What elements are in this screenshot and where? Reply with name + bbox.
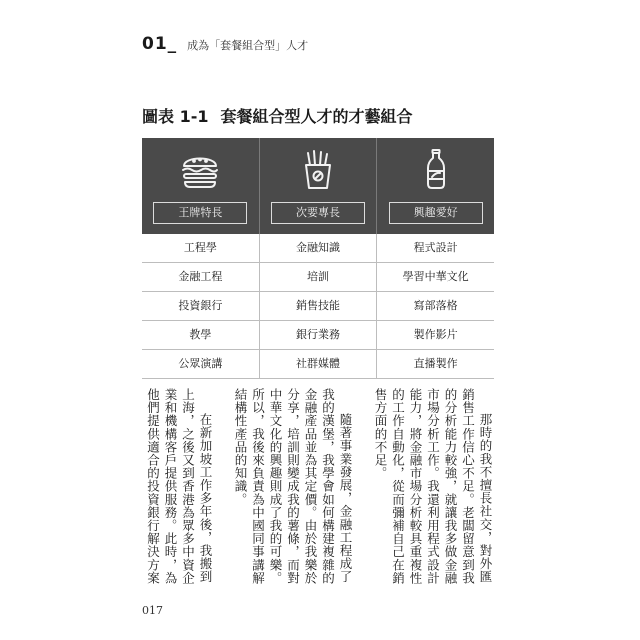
figure-label: 圖表 1-1 bbox=[142, 107, 209, 126]
table-cell: 銷售技能 bbox=[260, 292, 378, 320]
chapter-header bbox=[142, 34, 308, 54]
table-cell: 金融工程 bbox=[142, 263, 260, 291]
table-row bbox=[142, 262, 494, 291]
body-paragraph: 那時的我不擅長社交，對外匯銷售工作信心不足。老闆留意到我的分析能力較強，就讓我多做金融市場分析工作。我還利用程式設計能力，將金融市場分析較具重複性的工作自動化，從而彌補自己在銷售方面的不足。 bbox=[373, 388, 493, 585]
chapter-title: 成為「套餐組合型」人才 bbox=[187, 39, 309, 52]
chapter-number: 01_ bbox=[142, 34, 178, 54]
body-paragraph: 隨著事業發展，金融工程成了我的漢堡，我學會如何構建複雜的金融產品並為其定價。由於我樂於分享，培訓則變成我的薯條，而對中華文化的興趣則成了我的可樂。所以，我後來負責為中國同事講解結構性產品的知識。 bbox=[233, 388, 353, 585]
table-row bbox=[142, 349, 494, 378]
fries-icon bbox=[296, 148, 340, 192]
burger-icon bbox=[178, 148, 222, 192]
table-cell: 金融知識 bbox=[260, 234, 378, 262]
figure-title bbox=[142, 104, 413, 127]
header-label-hobby: 興趣愛好 bbox=[389, 202, 483, 224]
table-cell: 工程學 bbox=[142, 234, 260, 262]
table-cell: 程式設計 bbox=[413, 241, 458, 254]
table-cell: 投資銀行 bbox=[142, 292, 260, 320]
table-cell: 社群媒體 bbox=[260, 350, 378, 378]
table-row bbox=[142, 234, 494, 262]
soda-bottle-icon bbox=[414, 148, 458, 192]
talent-combo-table bbox=[142, 138, 494, 379]
table-row bbox=[142, 320, 494, 349]
table-cell: 教學 bbox=[142, 321, 260, 349]
header-label-primary: 王牌特長 bbox=[153, 202, 247, 224]
table-header-row bbox=[142, 138, 494, 234]
header-cell-hobby bbox=[377, 138, 494, 234]
header-cell-secondary bbox=[260, 138, 378, 234]
table-cell: 製作影片 bbox=[413, 328, 458, 341]
body-text bbox=[140, 388, 494, 588]
table-body bbox=[142, 234, 494, 379]
body-paragraph: 在新加坡工作多年後，我搬到上海，之後又到香港為眾多中資企業和機構客戶提供服務。此時，為他們提供適合的投資銀行解決方案 bbox=[145, 388, 213, 585]
table-cell: 學習中華文化 bbox=[402, 270, 469, 283]
header-cell-primary bbox=[142, 138, 260, 234]
table-cell: 公眾演講 bbox=[142, 350, 260, 378]
page-number: 017 bbox=[142, 604, 163, 617]
header-label-secondary: 次要專長 bbox=[271, 202, 365, 224]
table-cell: 培訓 bbox=[260, 263, 378, 291]
table-cell: 寫部落格 bbox=[413, 299, 458, 312]
table-cell: 直播製作 bbox=[413, 357, 458, 370]
table-row bbox=[142, 291, 494, 320]
figure-caption: 套餐組合型人才的才藝組合 bbox=[220, 107, 413, 126]
table-cell: 銀行業務 bbox=[260, 321, 378, 349]
